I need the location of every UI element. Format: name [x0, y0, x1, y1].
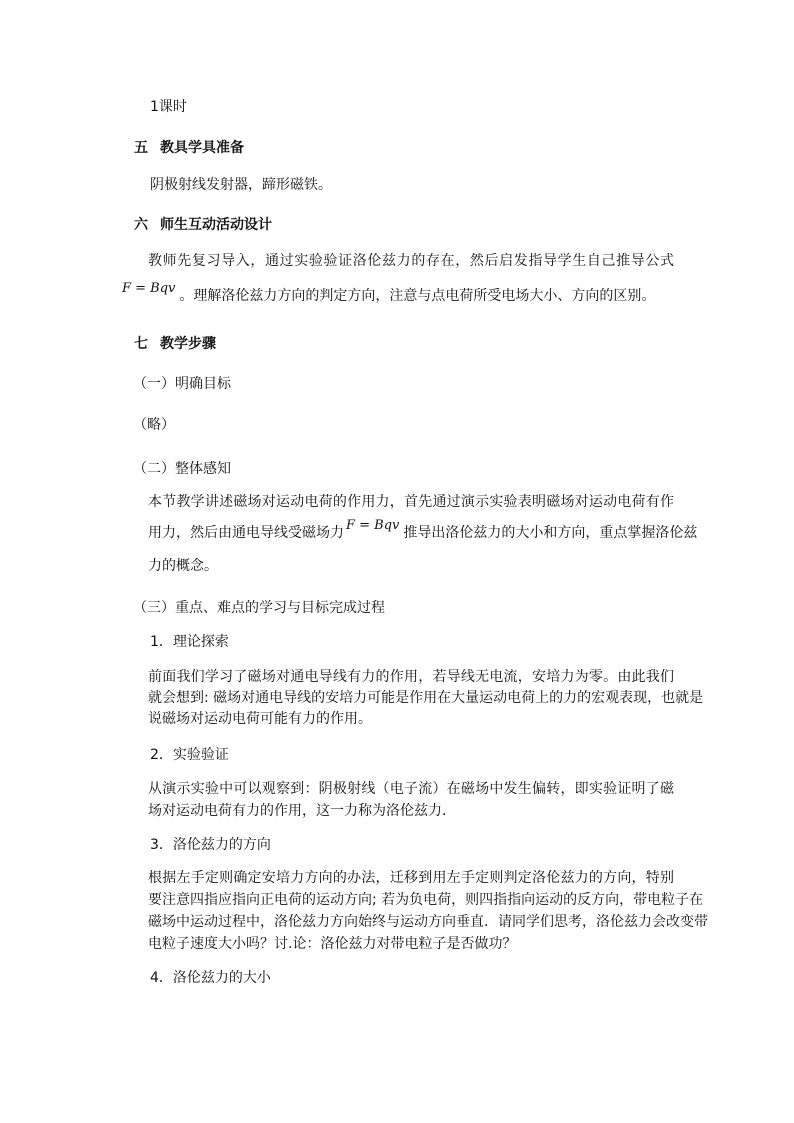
- paragraph-line: 就会想到: 磁场对通电导线的安培力可能是作用在大量运动电荷上的力的宏观表现，也就是: [148, 690, 704, 706]
- section-heading-5: [134, 138, 244, 158]
- paragraph-line: 电粒子速度大小吗？讨.论：洛伦兹力对带电粒子是否做功？: [148, 936, 517, 952]
- numbered-heading: 4．洛伦兹力的大小: [150, 970, 271, 986]
- paragraph-line: 磁场中运动过程中，洛伦兹力方向始终与运动方向垂直．请同学们思考，洛伦兹力会改变带: [148, 914, 708, 930]
- paragraph-line: 要注意四指应指向正电荷的运动方向; 若为负电荷，则四指指向运动的反方向，带电粒子在: [148, 892, 704, 908]
- section-title-6: 师生互动活动设计: [160, 217, 272, 233]
- paragraph-line: 前面我们学习了磁场对通电导线有力的作用，若导线无电流，安培力为零。由此我们: [148, 669, 674, 685]
- subsection-heading: （二）整体感知: [133, 461, 231, 477]
- numbered-heading: 3．洛伦兹力的方向: [150, 837, 271, 853]
- paragraph-line: 根据左手定则确定安培力方向的办法，迁移到用左手定则判定洛伦兹力的方向，特别: [148, 870, 674, 886]
- paragraph-line: [122, 281, 656, 307]
- paragraph-line: 教师先复习导入，通过实验验证洛伦兹力的存在，然后启发指导学生自己推导公式: [148, 253, 674, 269]
- subsection-heading: （三）重点、难点的学习与目标完成过程: [133, 600, 385, 616]
- section-heading-7: [134, 334, 216, 354]
- paragraph-text: 。理解洛伦兹力方向的判定方向，注意与点电荷所受电场大小、方向的区别。: [179, 288, 656, 304]
- section-heading-6: [134, 215, 272, 235]
- paragraph-line: 力的概念。: [148, 558, 218, 574]
- section-number-6: 六: [134, 217, 148, 233]
- paragraph-line: 说磁场对运动电荷可能有力的作用。: [148, 711, 372, 727]
- class-hours-text: 1课时: [150, 99, 187, 115]
- formula-f-bqv: F = Bqv: [122, 281, 176, 296]
- paragraph-line: （略）: [133, 417, 175, 433]
- paragraph-text: 推导出洛伦兹力的大小和方向，重点掌握洛伦兹: [403, 525, 698, 541]
- paragraph-text: 用力，然后由通电导线受磁场力: [148, 525, 344, 541]
- subsection-heading: （一）明确目标: [133, 376, 231, 392]
- formula-f-bqv: F = Bqv: [346, 518, 400, 533]
- paragraph-line: 从演示实验中可以观察到：阴极射线（电子流）在磁场中发生偏转，即实验证明了磁: [148, 781, 674, 797]
- section-number-7: 七: [134, 336, 148, 352]
- numbered-heading: 1．理论探索: [150, 634, 229, 650]
- section-title-5: 教具学具准备: [160, 140, 244, 156]
- section-number-5: 五: [134, 140, 148, 156]
- paragraph-line: [148, 518, 698, 544]
- paragraph-line: 场对运动电荷有力的作用，这一力称为洛伦兹力．: [148, 803, 456, 819]
- numbered-heading: 2．实验验证: [150, 747, 229, 763]
- paragraph-line: 阴极射线发射器，蹄形磁铁。: [150, 177, 332, 193]
- section-title-7: 教学步骤: [160, 336, 216, 352]
- paragraph-line: 本节教学讲述磁场对运动电荷的作用力，首先通过演示实验表明磁场对运动电荷有作: [148, 494, 674, 510]
